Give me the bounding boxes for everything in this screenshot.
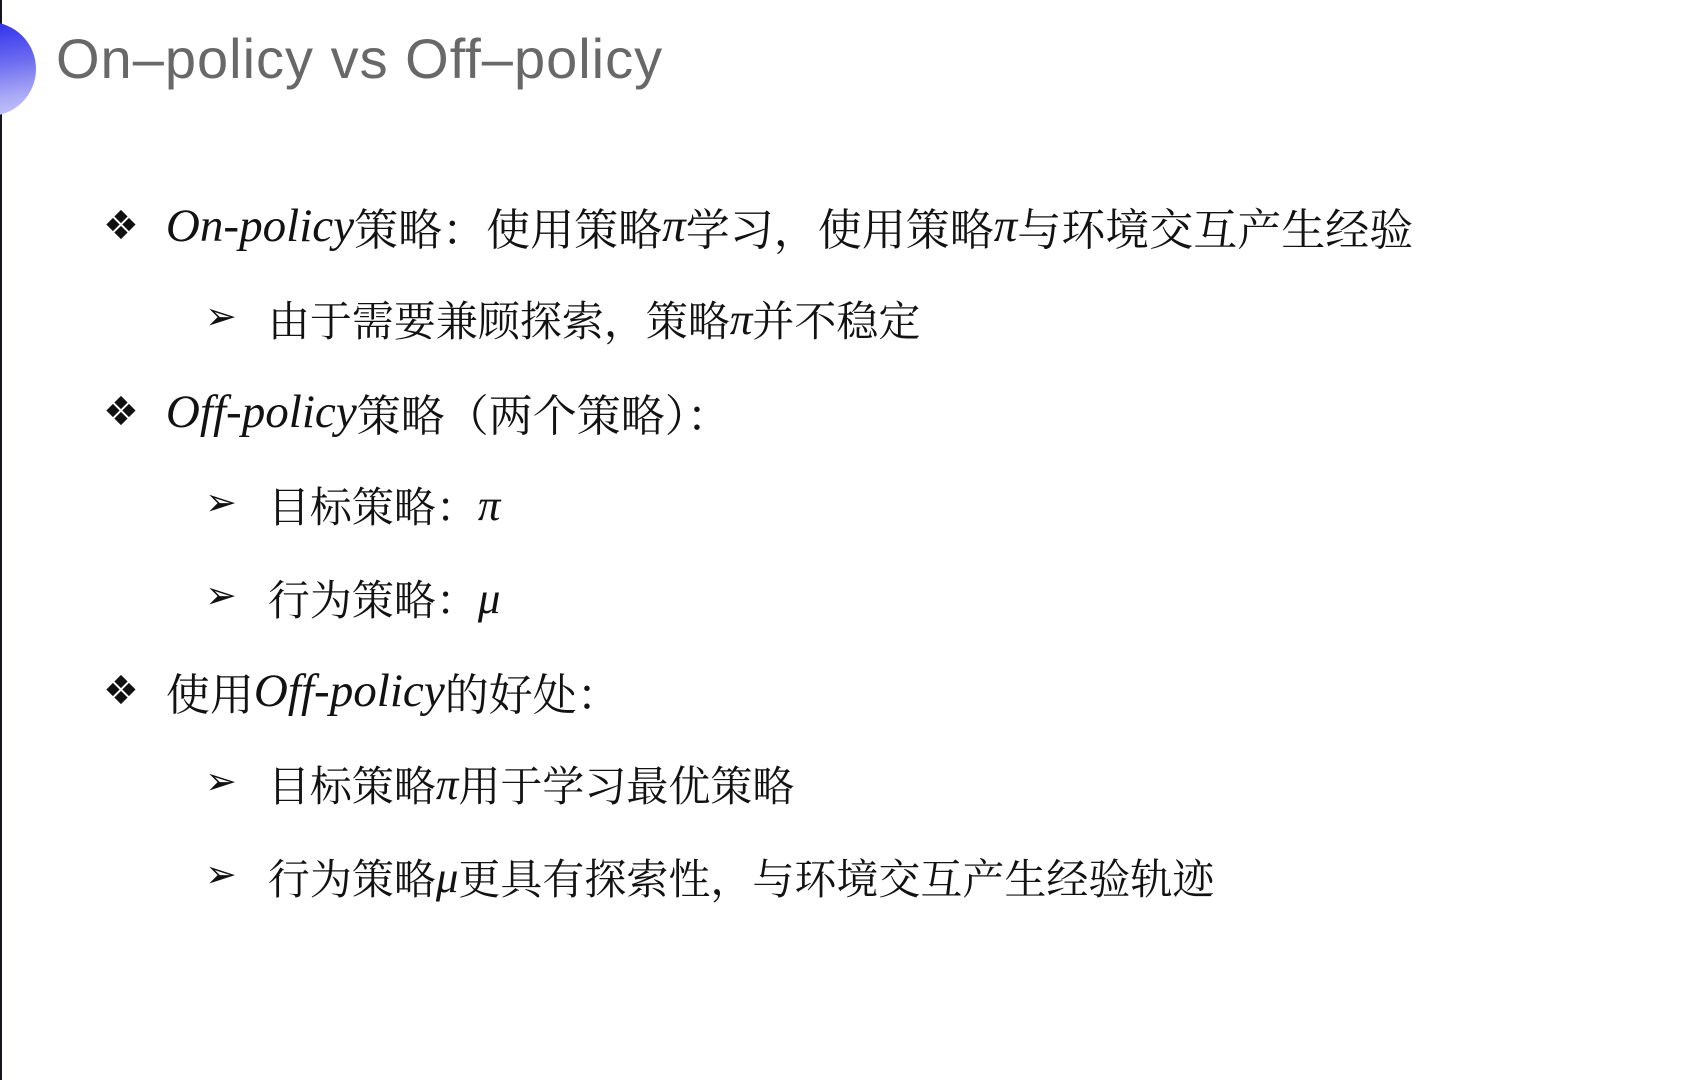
- bullet-text-segment: 学习，使用策略: [685, 205, 994, 255]
- bullet-text-segment: 并不稳定: [752, 297, 921, 345]
- bullet-text-segment: μ: [477, 572, 501, 623]
- bullet-text-segment: 由于需要兼顾探索，策略: [267, 297, 730, 345]
- bullet-row: [0, 272, 1682, 365]
- bullet-row: [0, 644, 1682, 737]
- bullet-text-segment: 目标策略: [267, 762, 436, 810]
- diamond-bullet-icon: ❖: [103, 389, 139, 434]
- bullet-text-segment: Off-policy: [165, 385, 357, 438]
- bullet-text-segment: π: [477, 479, 501, 530]
- bullet-text-segment: 策略（两个策略）：: [356, 391, 731, 441]
- bullet-text-segment: 的好处：: [444, 670, 621, 720]
- bullet-text-segment: π: [435, 758, 459, 809]
- bullet-row: [0, 179, 1682, 272]
- bullet-text-segment: π: [729, 293, 753, 344]
- arrowhead-bullet-icon: ➢: [205, 854, 237, 896]
- bullet-text-segment: 策略：使用策略: [354, 205, 663, 255]
- bullet-text-segment: 目标策略：: [267, 483, 478, 531]
- bullet-text-segment: 与环境交互产生经验: [1017, 205, 1414, 255]
- bullet-row: [0, 365, 1682, 458]
- bullet-row: [0, 737, 1682, 830]
- bullet-text-segment: π: [993, 199, 1018, 252]
- arrowhead-bullet-icon: ➢: [205, 575, 237, 617]
- bullet-text-segment: π: [662, 199, 686, 252]
- arrowhead-bullet-icon: ➢: [205, 296, 237, 338]
- bullet-text-segment: On-policy: [165, 199, 355, 252]
- bullet-text-segment: Off-policy: [253, 664, 445, 717]
- bullet-text-segment: 行为策略: [267, 855, 436, 903]
- bullet-row: [0, 551, 1682, 644]
- bullet-list: [0, 179, 1682, 923]
- page-title: On–policy vs Off–policy: [56, 27, 664, 90]
- diamond-bullet-icon: ❖: [103, 668, 139, 713]
- bullet-text-segment: 使用: [165, 670, 254, 720]
- blue-sphere-ornament-icon: [0, 22, 36, 116]
- bullet-text-segment: μ: [435, 851, 459, 902]
- arrowhead-bullet-icon: ➢: [205, 482, 237, 524]
- bullet-text-segment: 更具有探索性，与环境交互产生经验轨迹: [458, 855, 1215, 903]
- bullet-row: [0, 830, 1682, 923]
- diamond-bullet-icon: ❖: [103, 203, 139, 248]
- bullet-row: [0, 458, 1682, 551]
- arrowhead-bullet-icon: ➢: [205, 761, 237, 803]
- bullet-text-segment: 行为策略：: [267, 576, 478, 624]
- bullet-text-segment: 用于学习最优策略: [458, 762, 795, 810]
